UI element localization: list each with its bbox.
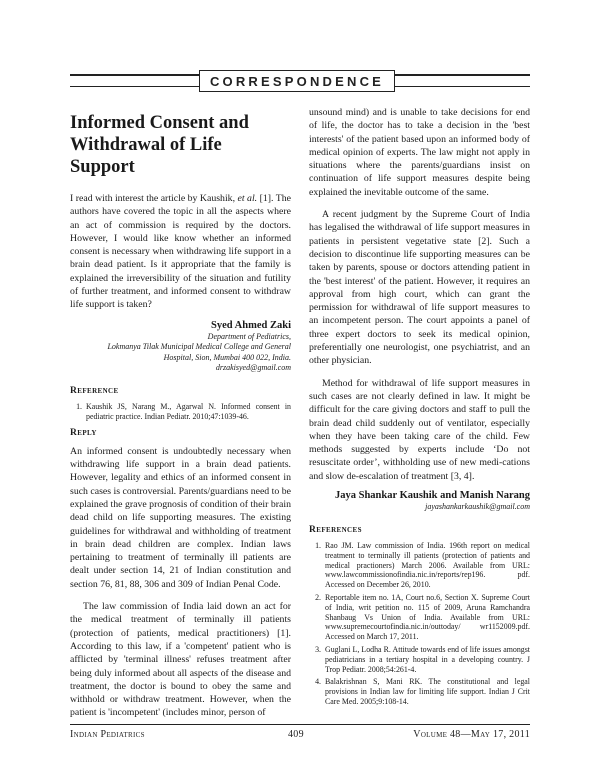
reply-email: jayashankarkaushik@gmail.com (425, 502, 530, 512)
right-column (309, 106, 530, 710)
letter-paragraph (70, 192, 291, 312)
reference-item: 4. Balakrishnan S, Mani RK. The constitutional and legal provisions in Indian law for limiting life support. Indian J Crit Care Med. 2005;9:108-14. (323, 677, 530, 706)
footer-volume: Volume 48—May 17, 2011 (413, 729, 530, 740)
reference-item: 1. Kaushik JS, Narang M., Agarwal N. Informed consent in pediatric practice. Indian Pediatr. 2010;47:1039-46. (84, 402, 291, 422)
reply-heading: Reply (70, 428, 97, 439)
section-banner (199, 70, 395, 92)
section-label: CORRESPONDENCE (209, 73, 385, 89)
letter-etal: et al. (237, 193, 258, 204)
letter-author: Syed Ahmed Zaki (211, 319, 291, 331)
reply-paragraph-2a: The law commission of India laid down an act for the medical treatment of terminally ill patients (protection of patients, medical practitioners) [1]. According to this law, if a 'competent' patient who is afflicted by 'terminal illness' refuses treatment after being duly informed about all aspects of the disease and treatment, the doctor is bound to obey the same and withhold or withdraw treatment. However, when the patient is 'incompetent' (includes minor, person of (70, 601, 291, 719)
footer-journal: Indian Pediatrics (70, 729, 145, 740)
reply-paragraph-2b: unsound mind) and is unable to take decisions for end of life, the doctor has to take a decision in the 'best interests' of the patient based upon an informed body of medical opinion of experts. The law might not apply in situations where the parents/guardians insist on continuation of life support measures despite being explained the inevitable outcome of the same. (309, 107, 530, 198)
reply-authors: Jaya Shankar Kaushik and Manish Narang (335, 490, 530, 502)
reply-references-heading: References (309, 524, 362, 535)
letter-references-heading: Reference (70, 385, 119, 396)
letter-affiliation-2: Lokmanya Tilak Municipal Medical College and General (107, 342, 291, 352)
letter-email: drzakisyed@gmail.com (215, 363, 291, 373)
letter-text-b: [1]. The authors have covered the topic in all the aspects where an act of commission is required by the doctors. However, I would like know whether an informed consent is necessary when withdrawing life support in a brain dead patient. Is it appropriate that the family is explained the irreversibility of the situation and futility of further treatment, and informed consent to withdraw life support is taken? (70, 193, 292, 311)
reply-references-list (309, 541, 530, 707)
left-column (70, 106, 291, 720)
reply-paragraph-3: A recent judgment by the Supreme Court of India has legalised the withdrawal of life support measures in patients in persistent vegetative state [2]. Such a decision to discontinue life supporting measures can be taken by parents, spouse or doctors attending patient in the 'best interest' of the patient. However, it requires an approval from high court, which can grant the permission for withdrawal of life support measures to an incompetent person. The court appoints a panel of three expert doctors to seek its medical opinion, preferentially one neurologist, one psychiatrist, and an other physician. (309, 209, 530, 367)
reference-item: 2. Reportable item no. 1A, Court no.6, Section X. Supreme Court of India, writ petition no. 115 of 2009, Aruna Ramchandra Shanbaug Vs Union of India. Available from URL: www.supremecourtofindia.nic.in/outtoday/ wr1152009.pdf. Accessed on March 17, 2011. (323, 593, 530, 642)
footer-rule (70, 724, 530, 725)
reply-paragraph-4: Method for withdrawal of life support measures in such cases are not clearly defined in law. It might be difficult for the care giving doctors and staff to pull the brain dead child suddenly out of ventilator, especially when they have been taking care of the child. Few methods suggested by experts include ‘Do not resuscitate order’, withholding use of new medi-cations and slow de-escalation of treatment [3, 4]. (309, 377, 530, 482)
letter-text-a: I read with interest the article by Kaushik, (70, 193, 238, 204)
title-line-1: Informed Consent and (70, 113, 249, 133)
reference-item: 3. Guglani L, Lodha R. Attitude towards end of life issues amongst pediatricians in a tertiary hospital in a developing country. J Trop Pediatr. 2008;54:261-4. (323, 645, 530, 674)
letter-references-list (70, 402, 291, 422)
footer-page-number: 409 (288, 729, 304, 740)
reference-item: 1. Rao JM. Law commission of India. 196th report on medical treatment to terminally ill patients (protection of patients and medical practioners) March 2006. Available from URL: www.lawcommissionofindia.nic.in/reports/rep196. pdf. Accessed on December 26, 2010. (323, 541, 530, 590)
reply-paragraph-1: An informed consent is undoubtedly necessary when withdrawing life support in a brain dead patients. However, legality and ethics of an informed consent in such cases is controversial. Parents/guardians need to be explained the grave prognosis of condition of their brain dead child on life supporting measures. The existing guidelines for withdrawal and withholding of treatment in brain dead children are complex. Indian laws pertaining to treatment of terminally ill patients are dealt under section 14, 21 of Indian constitution and section 76, 81, 88, 306 and 309 of Indian Penal Code. (70, 445, 291, 590)
article-title (70, 112, 291, 178)
letter-affiliation-3: Hospital, Sion, Mumbai 400 022, India. (163, 352, 291, 362)
letter-affiliation-1: Department of Pediatrics, (207, 331, 291, 341)
title-line-2: Withdrawal of Life Support (70, 135, 222, 177)
